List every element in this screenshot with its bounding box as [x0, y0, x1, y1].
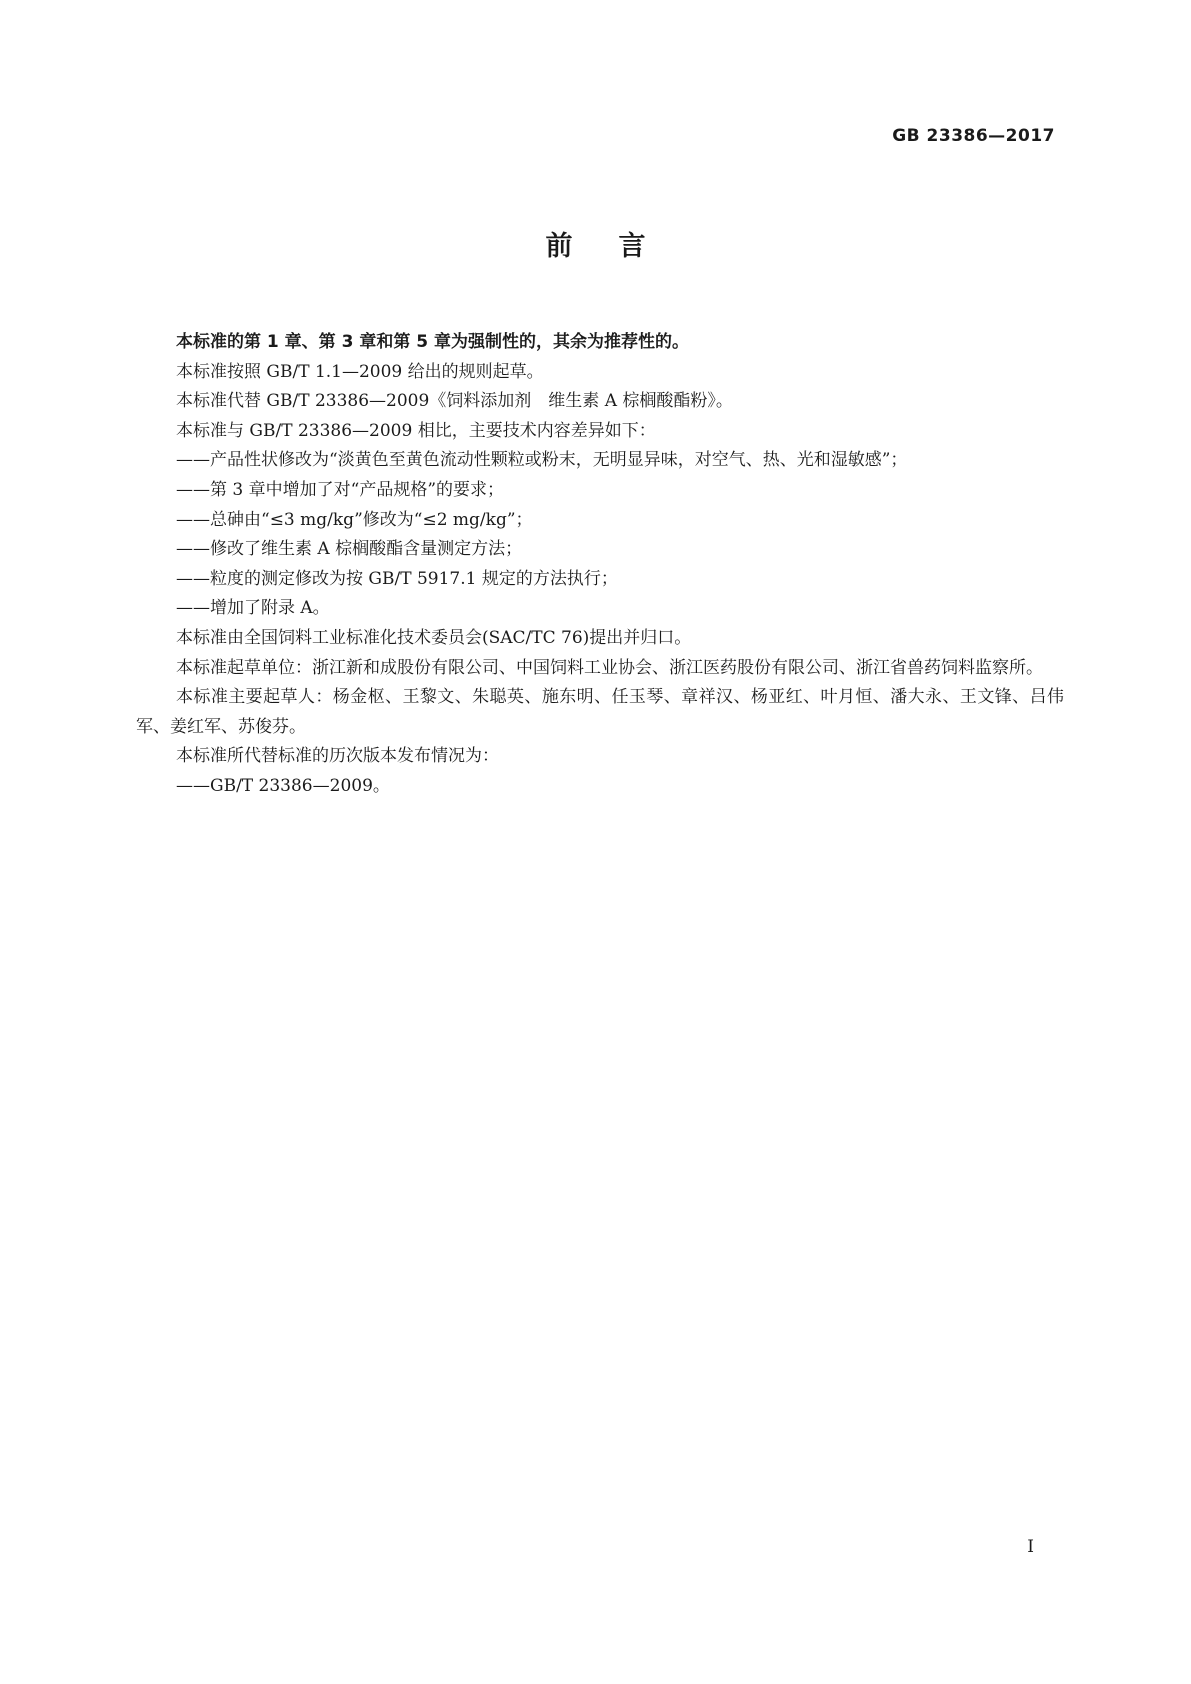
- paragraph-mandatory-statement: 本标准的第 1 章、第 3 章和第 5 章为强制性的，其余为推荐性的。: [176, 332, 689, 352]
- foreword-body: [136, 328, 1064, 802]
- paragraph-previous-editions-intro: 本标准所代替标准的历次版本发布情况为：: [176, 746, 499, 767]
- paragraph-replaces: 本标准代替 GB/T 23386—2009《饲料添加剂 维生素 A 棕榈酸酯粉》。: [176, 391, 733, 412]
- paragraph-proposed-by: 本标准由全国饲料工业标准化技术委员会(SAC/TC 76)提出并归口。: [176, 627, 692, 648]
- page-title: 前言: [545, 231, 692, 262]
- list-item: ——总砷由“≤3 mg/kg”修改为“≤2 mg/kg”；: [176, 509, 533, 530]
- paragraph-differences-intro: 本标准与 GB/T 23386—2009 相比，主要技术内容差异如下：: [176, 420, 656, 441]
- paragraph-drafting-units: 本标准起草单位：浙江新和成股份有限公司、中国饲料工业协会、浙江医药股份有限公司、浙江省兽药饲料监察所。: [176, 657, 1043, 678]
- paragraph-drafting-rules: 本标准按照 GB/T 1.1—2009 给出的规则起草。: [176, 361, 544, 382]
- list-item: ——第 3 章中增加了对“产品规格”的要求；: [176, 479, 505, 500]
- standard-code: GB 23386—2017: [892, 126, 1055, 146]
- list-item: ——修改了维生素 A 棕榈酸酯含量测定方法；: [176, 539, 523, 560]
- paragraph-drafters: 本标准主要起草人：杨金枢、王黎文、朱聪英、施东明、任玉琴、章祥汉、杨亚红、叶月恒、潘大永、王文锋、吕伟军、姜红军、苏俊芬。: [136, 687, 1064, 737]
- page-number: I: [1027, 1537, 1034, 1557]
- list-item: ——GB/T 23386—2009。: [176, 775, 390, 796]
- list-item: ——产品性状修改为“淡黄色至黄色流动性颗粒或粉末，无明显异味，对空气、热、光和湿敏感”；: [176, 450, 908, 471]
- list-item: ——粒度的测定修改为按 GB/T 5917.1 规定的方法执行；: [176, 568, 618, 589]
- list-item: ——增加了附录 A。: [176, 598, 330, 619]
